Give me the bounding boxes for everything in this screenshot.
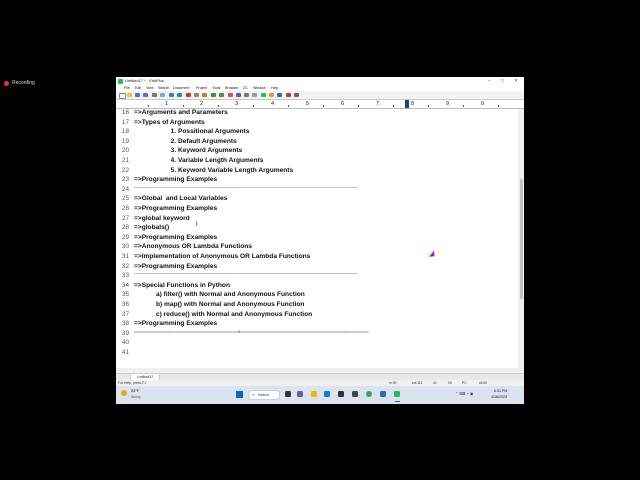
store-icon[interactable] xyxy=(338,391,344,397)
status-mode: PC xyxy=(462,381,467,385)
print-preview-icon[interactable] xyxy=(160,93,165,98)
recording-indicator xyxy=(4,80,35,86)
line-number: 20 xyxy=(121,147,129,155)
settings-icon[interactable] xyxy=(294,93,299,98)
clip-text-icon[interactable] xyxy=(269,93,274,98)
line-number: 22 xyxy=(121,166,129,174)
code-line[interactable]: =>Types of Arguments xyxy=(134,118,205,126)
ruler-number: 6 xyxy=(341,100,345,107)
line-number: 18 xyxy=(121,128,129,136)
spellcheck-icon[interactable] xyxy=(228,93,233,98)
print-icon[interactable] xyxy=(152,93,157,98)
chrome-icon[interactable] xyxy=(366,391,372,397)
recording-label: Recording xyxy=(12,80,35,86)
line-number: 34 xyxy=(121,281,129,289)
code-line[interactable]: =>Implementation of Anonymous OR Lambda Functions xyxy=(134,253,311,260)
status-encoding: ANSI xyxy=(479,381,487,385)
run-icon[interactable] xyxy=(286,93,291,98)
taskbar-search-label: Search xyxy=(258,392,270,397)
ruler-tick xyxy=(463,105,464,108)
code-line[interactable]: =>Programming Examples xyxy=(134,176,218,184)
search-icon: ⌕ xyxy=(252,392,255,398)
menu-browser[interactable]: Browser xyxy=(225,86,239,90)
code-line[interactable]: =>Programming Examples xyxy=(134,320,218,328)
ruler-tick xyxy=(148,105,149,108)
redo-icon[interactable] xyxy=(219,93,224,98)
line-number: 40 xyxy=(121,339,129,347)
line-number: 25 xyxy=(121,195,129,203)
menu-edit[interactable]: Edit xyxy=(135,86,142,90)
scrollbar-thumb[interactable] xyxy=(520,179,523,299)
clock-date[interactable]: 4/18/2023 xyxy=(491,394,507,399)
app-icon[interactable] xyxy=(352,391,358,397)
weather-temperature[interactable]: 83°F xyxy=(131,389,140,393)
line-number: 24 xyxy=(121,185,129,193)
maximize-button[interactable]: □ xyxy=(501,78,504,83)
code-line[interactable]: 3. Keyword Arguments xyxy=(134,147,243,155)
code-line[interactable]: =>Global and Local Variables xyxy=(134,195,228,203)
code-line[interactable]: 5. Keyword Variable Length Arguments xyxy=(134,166,294,174)
i-beam-cursor-icon: I xyxy=(196,222,198,228)
ruler-tick xyxy=(288,105,289,108)
vertical-scrollbar[interactable] xyxy=(518,109,524,368)
code-line[interactable]: 4. Variable Length Arguments xyxy=(134,157,264,164)
task-view-icon[interactable] xyxy=(285,391,291,397)
ruler-tick xyxy=(323,105,324,108)
app-icon[interactable] xyxy=(380,391,386,397)
ruler-number: 5 xyxy=(306,100,310,107)
menu-window[interactable]: Window xyxy=(253,86,266,90)
copy-icon[interactable] xyxy=(194,93,199,98)
editplus-taskbar-icon[interactable] xyxy=(394,391,400,397)
menu-view[interactable]: View xyxy=(146,86,154,90)
ruler-tick xyxy=(253,105,254,108)
separator-line[interactable]: -------------------------------------------------------------------------------------------------------------------------------------------- xyxy=(134,185,358,191)
record-dot-icon xyxy=(4,81,9,86)
ruler-tick xyxy=(393,105,394,108)
windows-taskbar xyxy=(116,386,524,404)
ruler-number: 0 xyxy=(481,100,485,107)
status-column: col 111 xyxy=(412,381,423,385)
ruler-number: 2 xyxy=(200,100,204,107)
directory-icon[interactable] xyxy=(277,93,282,98)
new-file-icon[interactable] xyxy=(119,93,126,100)
system-tray[interactable]: ⌃ ⌨ ◔ ◉ xyxy=(455,391,474,396)
menu-zc[interactable]: ZC xyxy=(243,86,248,90)
ruler-tick xyxy=(498,105,499,108)
line-number: 32 xyxy=(121,262,129,270)
line-number: 17 xyxy=(121,118,129,126)
line-number: 27 xyxy=(121,214,129,222)
line-number: 38 xyxy=(121,320,129,328)
code-line[interactable]: a) filter() with Normal and Anonymous Function xyxy=(134,291,305,299)
editplus-app-icon xyxy=(118,79,123,84)
file-explorer-icon[interactable] xyxy=(311,391,317,397)
line-number: 23 xyxy=(121,176,129,184)
minimize-button[interactable]: – xyxy=(488,78,491,83)
replace-icon[interactable] xyxy=(177,93,182,98)
menu-help[interactable]: Help xyxy=(271,86,279,90)
ruler-number: 7 xyxy=(376,100,380,107)
undo-icon[interactable] xyxy=(211,93,216,98)
code-line[interactable]: =>globals() xyxy=(134,224,170,232)
sun-icon[interactable] xyxy=(121,390,127,396)
editplus-window xyxy=(116,77,524,404)
separator-line[interactable]: =====================================x============================================== xyxy=(134,329,369,335)
code-line[interactable]: =>Anonymous OR Lambda Functions xyxy=(134,243,252,251)
code-line[interactable]: 2. Default Arguments xyxy=(134,137,237,145)
save-icon[interactable] xyxy=(135,93,140,98)
line-number: 28 xyxy=(121,224,129,232)
find-icon[interactable] xyxy=(169,93,174,98)
code-line[interactable]: =>Programming Examples xyxy=(134,262,218,270)
close-button[interactable]: ✕ xyxy=(514,78,518,83)
ruler-number: 8 xyxy=(411,100,415,107)
edge-icon[interactable] xyxy=(324,391,330,397)
ruler-tick xyxy=(183,105,184,108)
ruler-number: 9 xyxy=(446,100,450,107)
line-number-icon[interactable] xyxy=(244,93,249,98)
line-number: 19 xyxy=(121,137,129,145)
taskbar-search[interactable] xyxy=(248,390,280,400)
ruler-number: 4 xyxy=(271,100,275,107)
code-line[interactable]: b) map() with Normal and Anonymous Function xyxy=(134,301,305,308)
line-number: 36 xyxy=(121,301,129,308)
line-number: 39 xyxy=(121,329,129,337)
line-number: 35 xyxy=(121,291,129,299)
code-line[interactable]: 1. Possitional Arguments xyxy=(134,128,250,136)
paste-icon[interactable] xyxy=(202,93,207,98)
line-number: 37 xyxy=(121,310,129,318)
line-number: 16 xyxy=(121,109,129,116)
active-app-indicator xyxy=(395,401,400,402)
code-line[interactable]: =>Special Functions in Python xyxy=(134,281,230,289)
tab-untitled17[interactable]: Untitled17 xyxy=(130,374,160,381)
code-line[interactable]: c) reduce() with Normal and Anonymous Function xyxy=(134,310,313,318)
menu-document[interactable]: Document xyxy=(173,86,190,90)
line-number: 33 xyxy=(121,272,129,280)
clock-time[interactable]: 6:31 PM xyxy=(494,389,508,393)
line-number: 26 xyxy=(121,205,129,212)
menu-tools[interactable]: Tools xyxy=(212,86,221,90)
line-number: 31 xyxy=(121,253,129,260)
line-number: 30 xyxy=(121,243,129,251)
separator-line[interactable]: -------------------------------------------------------------------------------------------------------------------------------------------- xyxy=(134,272,358,278)
windows-start-icon[interactable] xyxy=(236,391,243,398)
ruler-icon[interactable] xyxy=(252,93,257,98)
ruler-tick xyxy=(218,105,219,108)
line-number: 21 xyxy=(121,157,129,164)
browser-icon[interactable] xyxy=(261,93,266,98)
ruler-number: 3 xyxy=(235,100,239,107)
ruler xyxy=(116,100,524,109)
ruler-tick xyxy=(428,105,429,108)
open-folder-icon[interactable] xyxy=(127,93,132,98)
window-title: Untitled17 * - EditPlus xyxy=(125,78,164,83)
status-value-1: 41 xyxy=(433,381,437,385)
cut-icon[interactable] xyxy=(186,93,191,98)
ruler-number: 1 xyxy=(165,100,169,107)
save-all-icon[interactable] xyxy=(143,93,148,98)
toolbar xyxy=(116,91,524,100)
line-number: 29 xyxy=(121,233,129,241)
text-editor[interactable] xyxy=(116,109,518,368)
status-help: For Help, press F1 xyxy=(118,381,147,385)
status-value-2: 00 xyxy=(448,381,452,385)
ruler-tick xyxy=(358,105,359,108)
weather-description[interactable]: Sunny xyxy=(131,394,141,399)
line-number: 41 xyxy=(121,349,129,356)
menu-file[interactable]: File xyxy=(124,86,130,90)
word-wrap-icon[interactable] xyxy=(236,93,241,98)
code-line[interactable]: =>global keyword xyxy=(134,214,190,222)
document-tabs xyxy=(116,373,524,380)
code-line[interactable]: =>Programming Examples xyxy=(134,233,218,241)
chat-icon[interactable] xyxy=(297,391,303,397)
menu-search[interactable]: Search xyxy=(158,86,170,90)
code-line[interactable]: =>Programming Examples xyxy=(134,205,218,212)
code-line[interactable]: =>Arguments and Parameters xyxy=(134,109,228,116)
status-line: ln 39 xyxy=(389,381,397,385)
menu-project[interactable]: Project xyxy=(196,86,208,90)
ruler-cursor-marker[interactable] xyxy=(405,100,409,108)
